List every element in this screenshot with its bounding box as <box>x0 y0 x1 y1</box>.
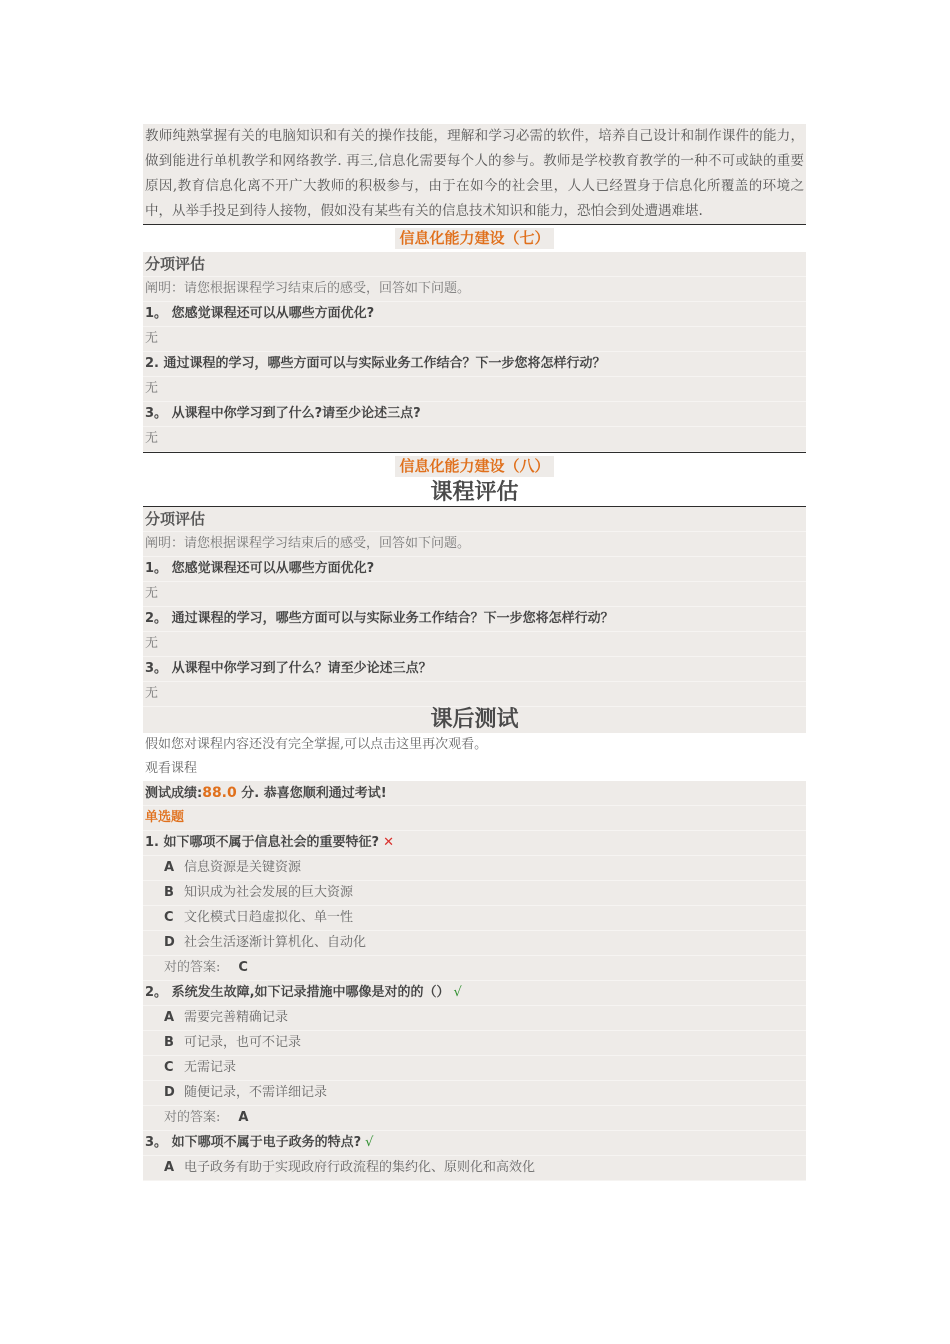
option-text: 知识成为社会发展的巨大资源 <box>184 885 354 900</box>
section-7-answer-2: 无 <box>143 377 806 402</box>
score-prefix: 测试成绩: <box>145 786 203 801</box>
rewatch-hint-link[interactable]: 假如您对课程内容还没有完全掌握,可以点击这里再次观看。 <box>143 733 806 757</box>
option-text: 信息资源是关键资源 <box>184 860 302 875</box>
section-8-block <box>143 507 806 733</box>
option-text: 电子政务有助于实现政府行政流程的集约化、原则化和高效化 <box>184 1160 536 1175</box>
section-7-answer-1: 无 <box>143 327 806 352</box>
option-b <box>143 881 806 906</box>
test-question-1-text: 1. 如下哪项不属于信息社会的重要特征? <box>145 835 380 850</box>
answer-label: 对的答案: <box>164 960 221 975</box>
option-text: 社会生活逐渐计算机化、自动化 <box>184 935 367 950</box>
option-d <box>143 1081 806 1106</box>
test-question-2 <box>143 981 806 1006</box>
check-icon: √ <box>365 1135 374 1150</box>
option-letter: A <box>164 860 175 875</box>
option-text: 随便记录，不需详细记录 <box>184 1085 328 1100</box>
answer-value: C <box>238 960 248 975</box>
score-suffix: 分. 恭喜您顺利通过考试! <box>241 786 387 801</box>
section-8-title <box>143 453 806 480</box>
score-value: 88.0 <box>202 785 237 801</box>
section-8-heading: 分项评估 <box>143 507 806 532</box>
section-8-answer-3: 无 <box>143 682 806 707</box>
section-7-question-2: 2. 通过课程的学习，哪些方面可以与实际业务工作结合？下一步您将怎样行动？ <box>143 352 806 377</box>
option-letter: A <box>164 1160 175 1175</box>
section-7-question-3: 3。 从课程中你学习到了什么?请至少论述三点? <box>143 402 806 427</box>
check-icon: √ <box>453 985 462 1000</box>
intro-paragraph: 教师纯熟掌握有关的电脑知识和有关的操作技能，理解和学习必需的软件，培养自己设计和制作课件的能力，做到能进行单机教学和网络教学. 再三,信息化需要每个人的参与。教师是学校教育教学的一种不可或缺的重要原因,教育信息化离不开广大教师的积极参与，由于在如今的社会里，人人已经置身于信息化所覆盖的环境之中，从举手投足到待人接物，假如没有某些有关的信息技术知识和能力，恐怕会到处遭遇难堪. <box>145 128 804 219</box>
section-8-question-1: 1。 您感觉课程还可以从哪些方面优化? <box>143 557 806 582</box>
section-8-answer-1: 无 <box>143 582 806 607</box>
option-text: 文化模式日趋虚拟化、单一性 <box>184 910 354 925</box>
option-a <box>143 1156 806 1181</box>
section-7-heading: 分项评估 <box>143 252 806 277</box>
section-7-title-text: 信息化能力建设（七） <box>395 228 553 249</box>
content-column <box>143 124 806 1181</box>
option-a <box>143 1006 806 1031</box>
option-text: 可记录，也可不记录 <box>184 1035 302 1050</box>
option-d <box>143 931 806 956</box>
correct-answer-2 <box>143 1106 806 1131</box>
section-7-title <box>143 225 806 252</box>
option-letter: C <box>164 910 174 925</box>
option-letter: D <box>164 1085 175 1100</box>
test-score-line <box>143 781 806 806</box>
section-8-answer-2: 无 <box>143 632 806 657</box>
section-7-block <box>143 252 806 452</box>
option-letter: C <box>164 1060 174 1075</box>
course-evaluation-title: 课程评估 <box>430 480 519 505</box>
intro-block <box>143 124 806 224</box>
test-question-2-text: 2。 系统发生故障,如下记录措施中哪像是对的的（） <box>145 985 450 1000</box>
answer-label: 对的答案: <box>164 1110 221 1125</box>
test-question-1 <box>143 831 806 856</box>
option-letter: D <box>164 935 175 950</box>
test-question-3-text: 3。 如下哪项不属于电子政务的特点? <box>145 1135 362 1150</box>
section-7-note: 阐明：请您根据课程学习结束后的感受，回答如下问题。 <box>143 277 806 302</box>
section-7-answer-3: 无 <box>143 427 806 452</box>
option-text: 无需记录 <box>184 1060 237 1075</box>
option-b <box>143 1031 806 1056</box>
answer-value: A <box>238 1110 249 1125</box>
option-letter: B <box>164 885 174 900</box>
post-test-title: 课后测试 <box>430 707 519 732</box>
wrong-icon: ✕ <box>383 835 394 850</box>
section-7-question-1: 1。 您感觉课程还可以从哪些方面优化? <box>143 302 806 327</box>
section-8-question-2: 2。 通过课程的学习，哪些方面可以与实际业务工作结合？下一步您将怎样行动？ <box>143 607 806 632</box>
section-8-note: 阐明：请您根据课程学习结束后的感受，回答如下问题。 <box>143 532 806 557</box>
option-letter: B <box>164 1035 174 1050</box>
option-text: 需要完善精确记录 <box>184 1010 289 1025</box>
option-a <box>143 856 806 881</box>
option-c <box>143 1056 806 1081</box>
watch-course-link[interactable]: 观看课程 <box>143 757 806 781</box>
option-c <box>143 906 806 931</box>
option-letter: A <box>164 1010 175 1025</box>
section-8-question-3: 3。 从课程中你学习到了什么？请至少论述三点？ <box>143 657 806 682</box>
section-8-title-text: 信息化能力建设（八） <box>395 456 553 477</box>
test-block <box>143 781 806 1181</box>
test-question-3 <box>143 1131 806 1156</box>
question-type-label: 单选题 <box>143 806 806 831</box>
correct-answer-1 <box>143 956 806 981</box>
